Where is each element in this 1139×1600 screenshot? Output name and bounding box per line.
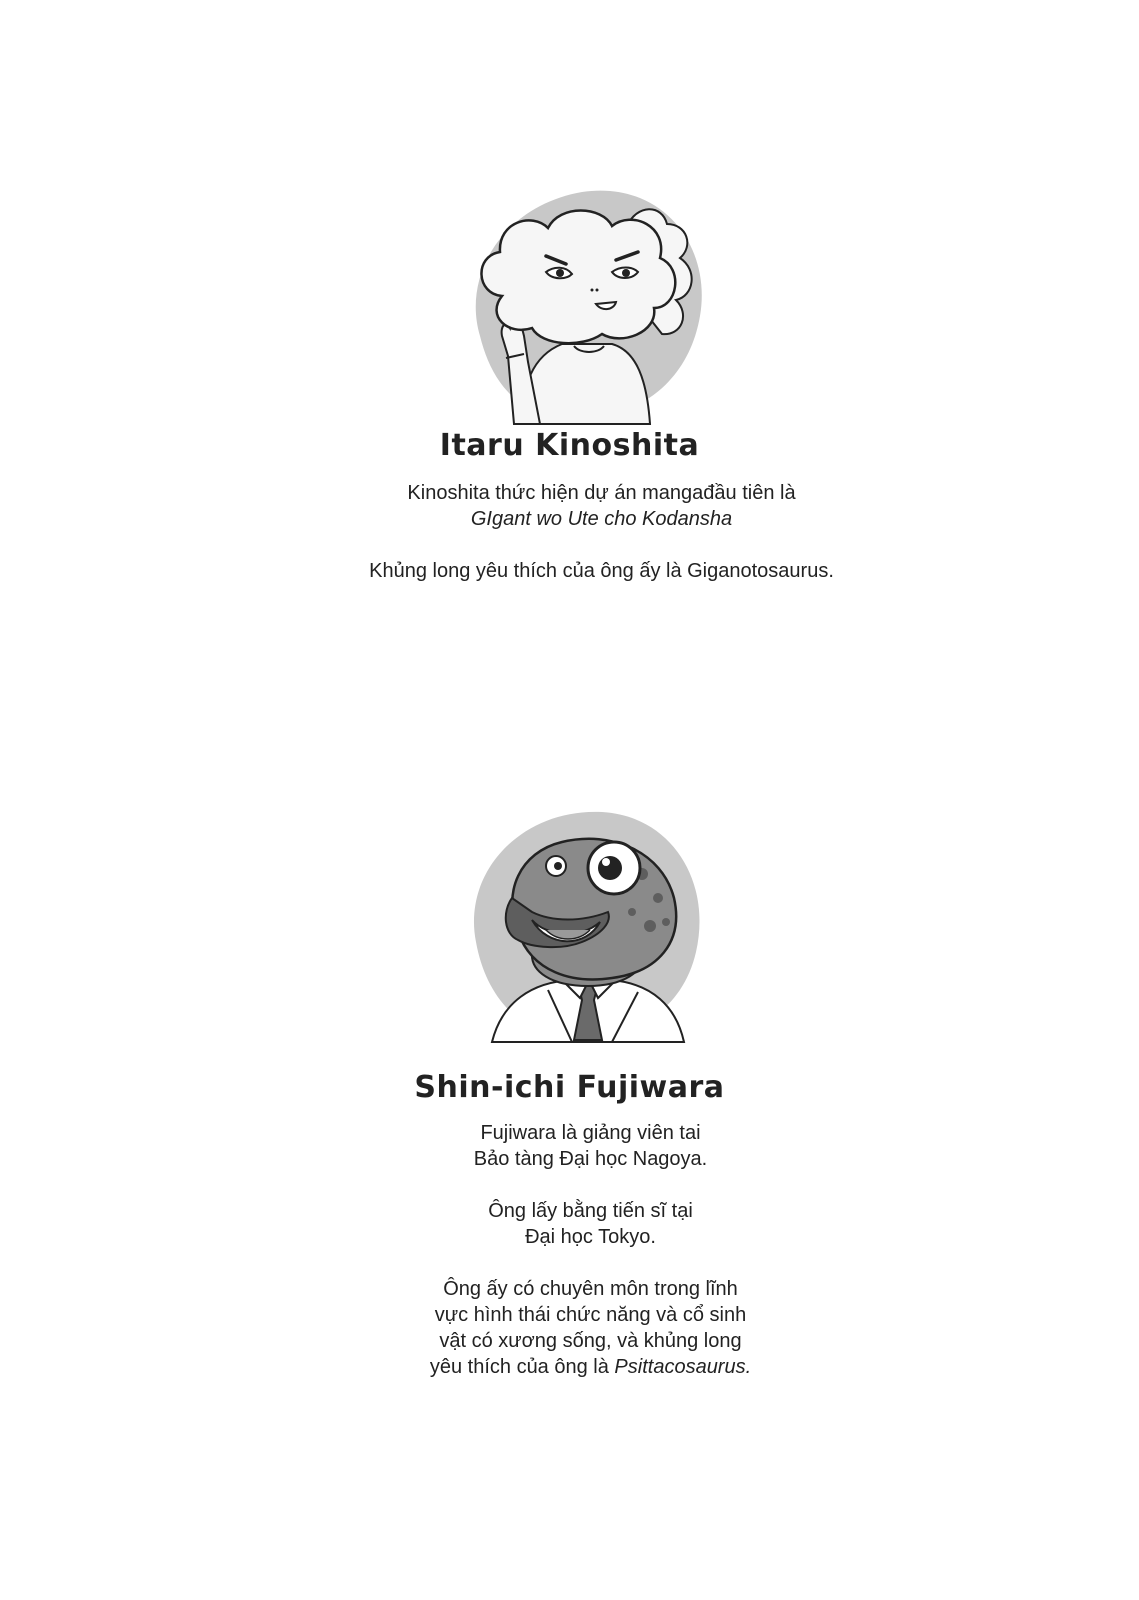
bio-line: Fujiwara là giảng viên tai <box>480 1122 701 1144</box>
bio-line: Ông ấy có chuyên môn trong lĩnh <box>443 1278 738 1300</box>
author-bio <box>0 1120 1139 1380</box>
author-name: Itaru Kinoshita <box>439 428 700 463</box>
bio-line: Khủng long yêu thích của ông ấy là Giganotosaurus. <box>369 560 834 582</box>
bio-line: vực hình thái chức năng và cổ sinh <box>434 1304 747 1326</box>
favorite-dinosaur: Psittacosaurus. <box>614 1356 752 1378</box>
bio-line: vật có xương sống, và khủng long <box>439 1330 742 1352</box>
bio-line: Đại học Tokyo. <box>525 1226 656 1248</box>
bio-line: Kinoshita thức hiện dự án mangađầu tiên là <box>407 482 796 504</box>
bio-line: Ông lấy bằng tiến sĩ tại <box>488 1200 693 1222</box>
bio-line <box>0 1354 1139 1380</box>
dinosaur-professor-monocle-icon <box>462 802 710 1052</box>
bio-line: Bảo tàng Đại học Nagoya. <box>473 1148 708 1170</box>
bio-line-italic: GIgant wo Ute cho Kodansha <box>470 508 733 530</box>
author-name: Shin-ichi Fujiwara <box>414 1070 725 1105</box>
bio-line-text: yêu thích của ông là <box>429 1356 615 1378</box>
